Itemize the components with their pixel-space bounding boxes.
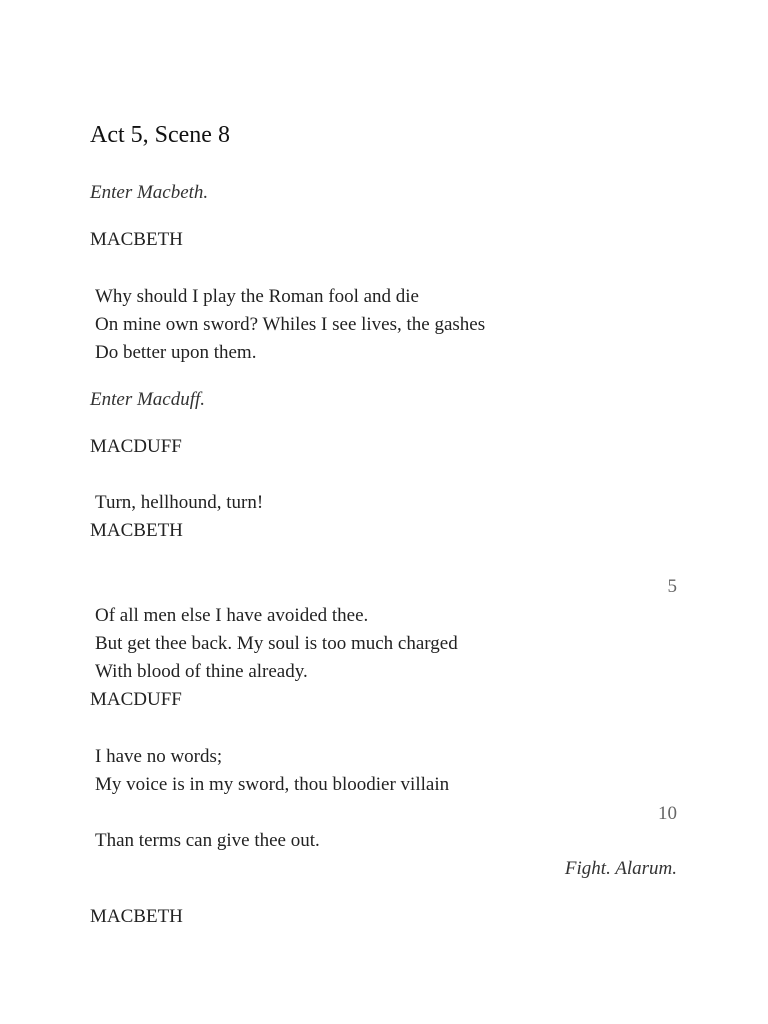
speaker-name-macbeth: MACBETH: [90, 520, 183, 541]
speech-line: Do better upon them.: [95, 342, 257, 363]
speech-line: Turn, hellhound, turn!: [95, 492, 264, 513]
stage-direction-enter-macduff: Enter Macduff.: [90, 389, 206, 410]
speech-line: With blood of thine already.: [95, 661, 308, 682]
speaker-name-macduff: MACDUFF: [90, 689, 182, 710]
speech-line: Than terms can give thee out.: [95, 830, 320, 851]
speech-line: I have no words;: [95, 746, 223, 767]
line-number: 10: [658, 803, 677, 824]
stage-direction-enter-macbeth: Enter Macbeth.: [90, 182, 209, 203]
speech-line: But get thee back. My soul is too much charged: [95, 633, 458, 654]
speech-line: Of all men else I have avoided thee.: [95, 605, 369, 626]
speaker-name-macbeth: MACBETH: [90, 906, 183, 927]
speaker-name-macduff: MACDUFF: [90, 436, 182, 457]
speech-line: On mine own sword? Whiles I see lives, the gashes: [95, 314, 486, 335]
scene-title: Act 5, Scene 8: [90, 122, 230, 148]
line-number: 5: [667, 576, 677, 597]
speech-line: My voice is in my sword, thou bloodier villain: [95, 774, 450, 795]
stage-direction-fight-alarum: Fight. Alarum.: [564, 858, 677, 879]
speaker-name-macbeth: MACBETH: [90, 229, 183, 250]
speech-line: Why should I play the Roman fool and die: [95, 286, 419, 307]
